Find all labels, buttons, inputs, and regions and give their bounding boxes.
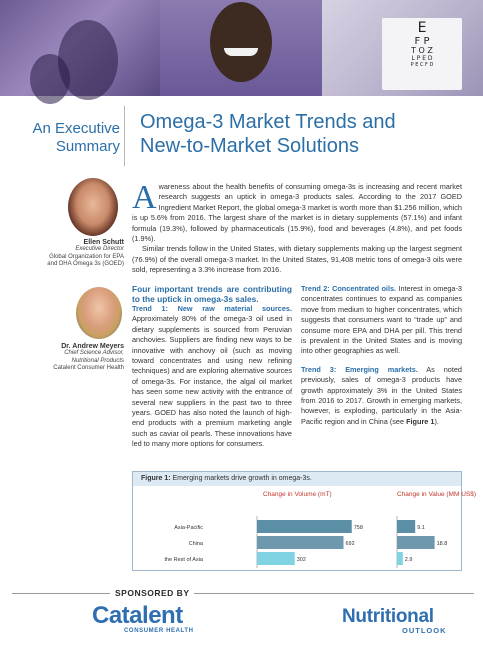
banner-photo-eye-chart bbox=[322, 0, 483, 96]
data-label: 302 bbox=[296, 557, 306, 563]
bar bbox=[257, 536, 344, 549]
figure-caption bbox=[133, 472, 461, 486]
header-banner bbox=[0, 0, 483, 96]
data-label: 9.1 bbox=[417, 525, 425, 531]
expert-org: Global Organization for EPA bbox=[49, 253, 124, 260]
trend-label: Trend 1: New raw material sources. bbox=[132, 304, 292, 313]
divider bbox=[194, 593, 474, 594]
expert-org: Nutritional Products bbox=[71, 357, 124, 364]
figure-reference: Figure 1 bbox=[406, 416, 435, 426]
expert-org: and DHA Omega 3s (GOED) bbox=[47, 261, 124, 267]
page-title bbox=[140, 110, 460, 158]
intro-text bbox=[132, 179, 462, 276]
eye-chart-line: P E C F D bbox=[410, 61, 434, 68]
eye-chart-line: L P E D bbox=[411, 55, 433, 63]
expert-name: Dr. Andrew Meyers bbox=[61, 343, 124, 350]
eye-chart-line: E bbox=[417, 20, 427, 36]
divider bbox=[12, 593, 110, 594]
data-label: 758 bbox=[353, 525, 363, 531]
trend-paragraph bbox=[301, 365, 462, 427]
expert-profile bbox=[10, 343, 124, 373]
trend-text: Interest in omega-3 concentrates continues to expand as companies move from medium to higher concentrates, which suggests that consumers want to “trade up” and consume more EPA and DHA per pill. This trend is prevalent in the United States and is moving into other geographies as well. bbox=[301, 284, 462, 356]
figure-1 bbox=[132, 471, 476, 571]
trend-text: ). bbox=[434, 416, 439, 426]
series-title: Change in Value (MM US$) bbox=[397, 491, 476, 498]
summary-tagline bbox=[20, 120, 120, 156]
bar bbox=[257, 520, 352, 533]
title-line: New-to-Market Solutions bbox=[140, 135, 359, 157]
trend-label: Trend 3: Emerging markets. bbox=[301, 364, 418, 374]
nutritional-outlook-subtitle: OUTLOOK bbox=[402, 626, 447, 635]
avatar-ellen-schutt bbox=[68, 178, 118, 236]
tagline-line: Summary bbox=[55, 138, 120, 155]
data-label: 18.8 bbox=[436, 541, 448, 547]
catalent-logo: Catalent bbox=[92, 602, 183, 629]
expert-profile bbox=[10, 239, 124, 269]
category-label: the Rest of Asia bbox=[164, 557, 203, 563]
trend-label: Trend 2: Concentrated oils. bbox=[301, 284, 397, 293]
drop-cap: A bbox=[132, 179, 157, 216]
trend-text: Approximately 80% of the omega-3 oil used in dietary supplements is sourced from Peruvian anchovies. Suppliers are finding new ways to be innovative with anchovy oil (such as moving toward concentrates and using new refining techniques) and are exploring alternative sources of omega-3s. For instance, the algal oil market has seen some new activity with the entrance of several new suppliers in the past two to three years. GOED has also noted the launch of high-end products with a premium marketing angle such as caviar oil pearls. These innovations have led to many more options for consumers. bbox=[132, 314, 292, 449]
bar-chart bbox=[133, 486, 476, 570]
expert-role: Executive Director bbox=[75, 246, 124, 252]
divider bbox=[124, 106, 125, 166]
bar bbox=[397, 520, 415, 533]
series-title: Change in Volume (mT) bbox=[263, 491, 332, 498]
banner-photo-athlete bbox=[0, 0, 160, 96]
category-label: China bbox=[188, 541, 203, 547]
data-label: 2.9 bbox=[404, 557, 413, 563]
nutritional-outlook-logo: Nutritional bbox=[342, 606, 434, 627]
trend-paragraph bbox=[132, 304, 292, 450]
data-label: 692 bbox=[345, 541, 355, 547]
eye-chart bbox=[382, 18, 462, 90]
figure-caption-text: Emerging markets drive growth in omega-3s. bbox=[170, 475, 312, 482]
category-label: Asia-Pacific bbox=[174, 525, 203, 531]
expert-name: Ellen Schutt bbox=[83, 239, 124, 246]
banner-photo-smiling-man bbox=[160, 0, 322, 96]
eye-chart-line: F P bbox=[414, 36, 430, 48]
figure-label: Figure 1: bbox=[141, 475, 171, 482]
eye-chart-line: T O Z bbox=[411, 46, 433, 56]
intro-paragraph: Similar trends follow in the United States, with dietary supplements making up the largest segment (76.9%) of the overall omega-3 market. In the United States, 91,408 metric tons of omega-3 oils were sold, representing a 3.3% increase from 2016. bbox=[132, 244, 462, 275]
tagline-line: An Executive bbox=[32, 120, 120, 137]
title-block bbox=[0, 96, 483, 168]
sponsored-by-label: SPONSORED BY bbox=[115, 588, 190, 598]
left-column bbox=[132, 284, 292, 450]
trend-paragraph bbox=[301, 284, 462, 357]
trend-text: As noted previously, sales of omega-3 products have growth approximately 3% in the United States from 2016 to 2017. Growth in emerging markets, however, is exploding, particularly in the Asia-Pacific region and in China (see bbox=[301, 364, 462, 426]
catalent-logo-subtitle: CONSUMER HEALTH bbox=[124, 628, 194, 634]
right-column bbox=[301, 284, 462, 427]
avatar-andrew-meyers bbox=[76, 287, 122, 339]
expert-org: Catalent Consumer Health bbox=[53, 365, 124, 371]
bar bbox=[397, 536, 435, 549]
bar bbox=[397, 552, 403, 565]
sponsor-footer bbox=[0, 580, 483, 658]
expert-role: Chief Science Advisor, bbox=[64, 350, 124, 356]
bar bbox=[257, 552, 295, 565]
intro-paragraph: wareness about the health benefits of consuming omega-3s is increasing and recent market research suggests an uptick in omega-3 products sales. According to the 2017 GOED Ingredient Market Report, the global omega-3 market is worth more than $1.256 million, which is up 5.6% from 2016. The largest share of the market is in dietary supplements (57.1%) and infant formula (19.3%), followed by pharmaceuticals (15.9%), food and beverages (4.8%), and pet foods (1.9%). bbox=[132, 182, 462, 244]
section-heading: Four important trends are contributing to the uptick in omega-3s sales. bbox=[132, 284, 292, 304]
title-line: Omega-3 Market Trends and bbox=[140, 111, 396, 133]
